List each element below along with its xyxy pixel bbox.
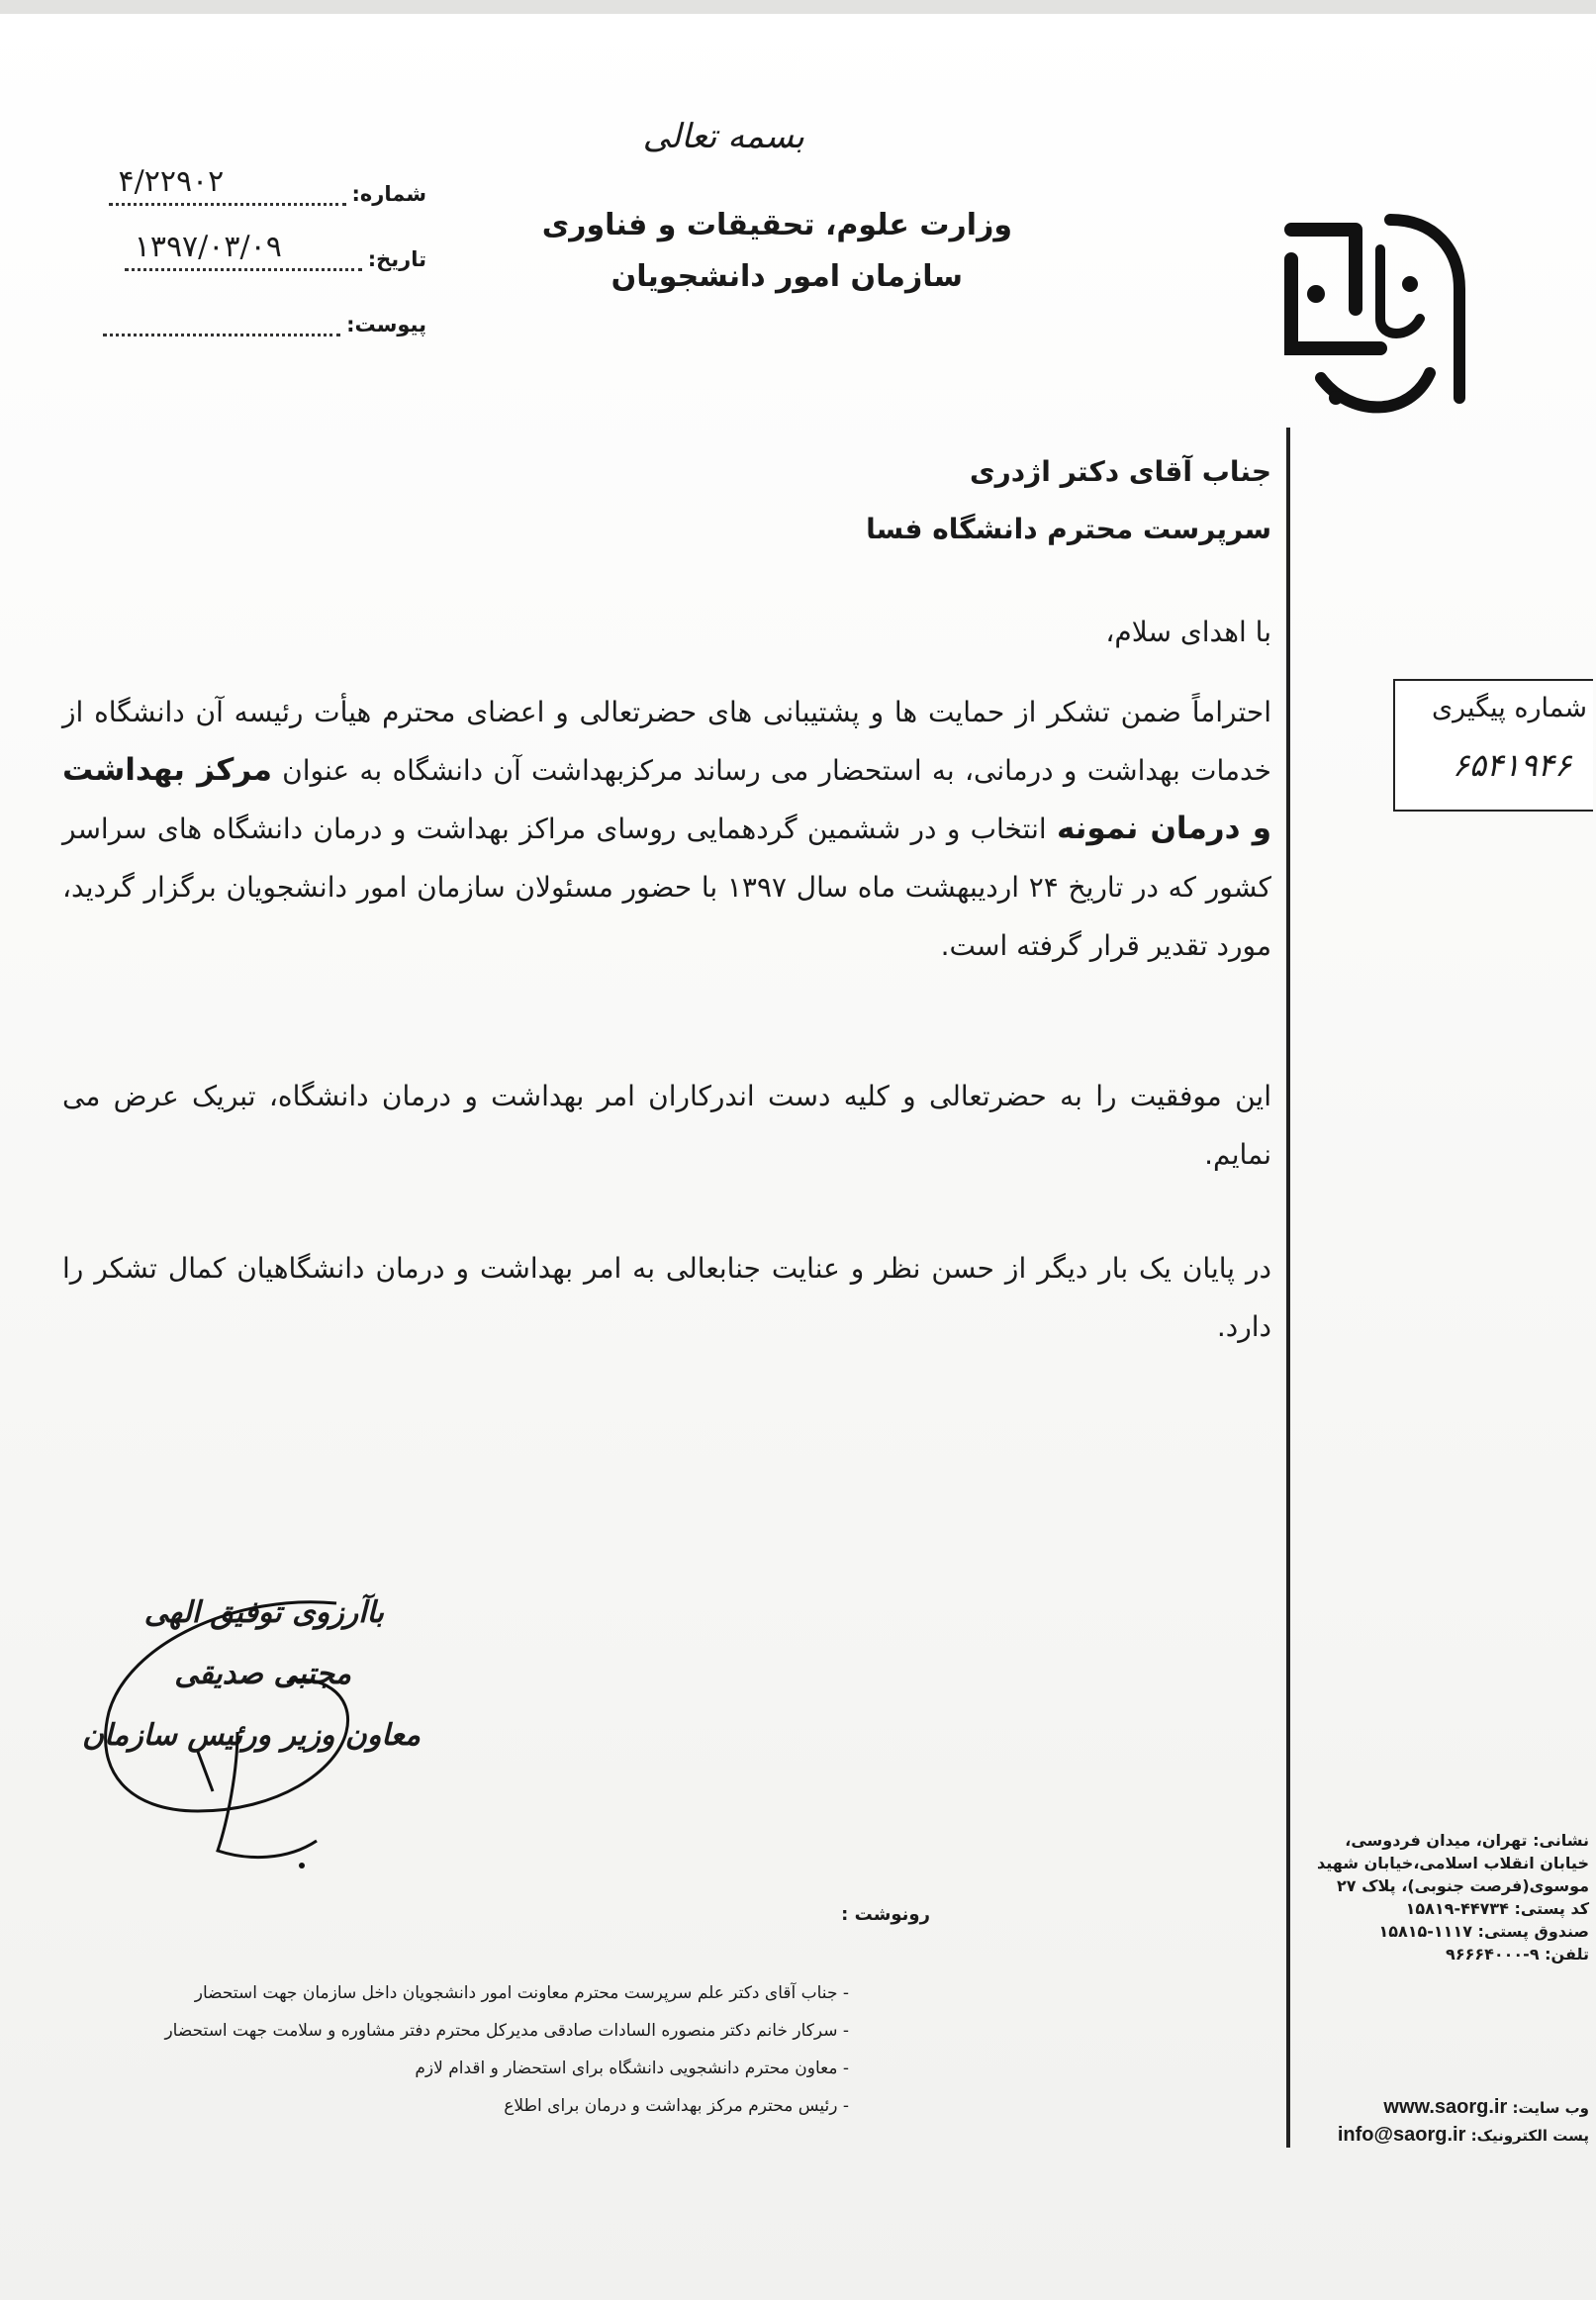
website-link[interactable]: www.saorg.ir [1383,2096,1508,2118]
cc-item: - معاون محترم دانشجویی دانشگاه برای استحضار و اقدام لازم [415,2059,849,2078]
email-row [1324,2124,1589,2147]
cc-item: - رئیس محترم مرکز بهداشت و درمان برای اطلاع [504,2096,849,2116]
signatory-title: معاون وزیر ورئیس سازمان [81,1718,421,1753]
recipient-title: سرپرست محترم دانشگاه فسا [866,513,1271,545]
letter-date-row [125,232,426,271]
website-row [1324,2096,1589,2119]
signature-closing: باآرزوی توفیق الهی [143,1595,384,1630]
address-line: موسوی(فرصت جنوبی)، پلاک ۲۷ [1337,1876,1589,1895]
recipient-name: جناب آقای دکتر اژدری [970,455,1271,488]
body-paragraph-3: در پایان یک بار دیگر از حسن نظر و عنایت جنابعالی به امر بهداشت و درمان دانشگاهیان کمال تشکر را دارد. [62,1252,1271,1343]
address-line: صندوق پستی: ۱۱۱۷-۱۵۸۱۵ [1378,1922,1589,1941]
margin-rule [1286,428,1290,2148]
address-line: کد پستی: ۴۴۷۳۴-۱۵۸۱۹ [1405,1899,1589,1918]
number-dots [109,164,346,206]
p1-emphasis-text: مرکز بهداشت و درمان نمونه [62,752,1271,846]
cc-item: - جناب آقای دکتر علم سرپرست محترم معاونت امور دانشجویان داخل سازمان جهت استحضار [194,1983,849,2003]
ministry-name: وزارت علوم، تحقیقات و فناوری [541,208,1012,242]
scan-edge [0,0,1596,14]
letter-number-row [109,166,427,206]
body-paragraph-2: این موفقیت را به حضرتعالی و کلیه دست اندرکاران امر بهداشت و درمان دانشگاه، تبریک عرض می نمایم. [62,1080,1271,1171]
email-label: پست الکترونیک: [1470,2127,1589,2145]
tracking-number-box [1393,679,1593,812]
body-paragraph-1 [62,683,1271,975]
email-link[interactable]: info@saorg.ir [1337,2124,1466,2146]
attachment-dots [103,306,340,336]
letter-attachment-row [103,297,426,336]
number-label: شماره: [351,182,426,206]
p1-end-text: انتخاب و در ششمین گردهمایی روسای مراکز بهداشت و درمان دانشگاه های سراسر کشور که در تاریخ ۲۴ اردیبهشت ماه سال ۱۳۹۷ با حضور مسئولان سازمان امور دانشجویان برگزار گردید، مورد تقدیر قرار گرفته است. [62,813,1271,962]
handwritten-signature [89,1583,445,1880]
tracking-number: ۶۵۴۱۹۴۶ [1452,746,1571,784]
number-value: ۴/۲۲۹۰۲ [118,164,225,199]
cc-item: - سرکار خانم دکتر منصوره السادات صادقی مدیرکل محترم دفتر مشاوره و سلامت جهت استحضار [164,2021,849,2041]
organization-name: سازمان امور دانشجویان [610,259,963,294]
cc-label: رونوشت : [841,1904,930,1925]
tracking-label: شماره پیگیری [1432,693,1587,723]
date-dots [125,230,362,271]
website-label: وب سایت: [1512,2099,1589,2117]
greeting: با اهدای سلام، [1105,616,1271,648]
address-line: تلفن: ۹-۹۶۶۶۴۰۰۰ [1446,1945,1589,1964]
date-value: ۱۳۹۷/۰۳/۰۹ [134,230,282,264]
bismillah-heading: بسمه تعالی [642,117,804,156]
address-line: نشانی: تهران، میدان فردوسی، [1345,1831,1589,1850]
attachment-label: پیوست: [346,313,426,336]
organization-logo [1262,190,1481,428]
p1-start-text: احتراماً ضمن تشکر از حمایت ها و پشتیبانی های حضرتعالی و اعضای محترم هیأت رئیسه آن دانشگاه از خدمات بهداشت و درمانی، به استحضار می رساند مرکزبهداشت آن دانشگاه به عنوان [62,696,1271,787]
date-label: تاریخ: [367,247,426,271]
signatory-name: مجتبی صدیقی [174,1657,351,1691]
address-line: خیابان انقلاب اسلامی،خیابان شهید [1316,1854,1589,1872]
